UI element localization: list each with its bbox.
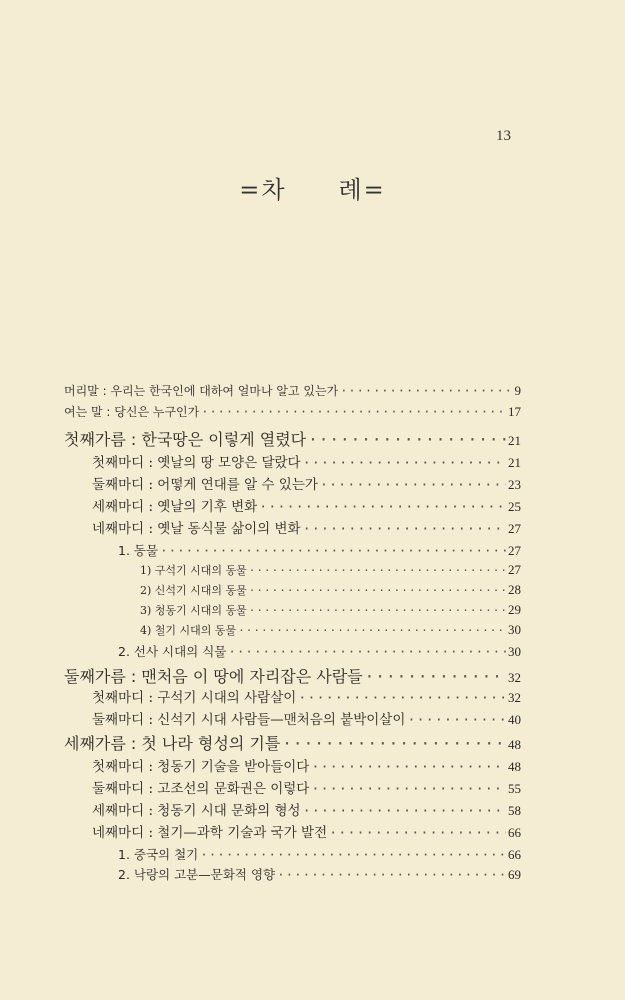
leader-dots bbox=[311, 759, 506, 775]
toc-entry-page: 66 bbox=[508, 847, 521, 862]
toc-entry-label: 세째마디 : 옛날의 기후 변화 bbox=[92, 499, 258, 515]
leader-dots bbox=[249, 604, 506, 617]
toc-entry-page: 9 bbox=[514, 383, 521, 398]
leader-dots bbox=[303, 455, 506, 471]
toc-entry-label: 세째마디 : 청동기 시대 문화의 형성 bbox=[92, 803, 301, 819]
toc-entry-page: 32 bbox=[508, 670, 521, 685]
leader-dots bbox=[282, 734, 506, 753]
toc-entry bbox=[118, 642, 521, 660]
leader-dots bbox=[311, 781, 506, 797]
toc-entry-label: 1. 중국의 철기 bbox=[118, 847, 199, 862]
toc-entry-label: 머리말 : 우리는 한국인에 대하여 얼마나 알고 있는가 bbox=[64, 384, 339, 398]
toc-entry-page: 21 bbox=[508, 455, 521, 470]
toc-entry-page: 55 bbox=[508, 781, 521, 796]
leader-dots bbox=[160, 543, 506, 558]
toc-entry bbox=[92, 708, 521, 728]
toc-entry-page: 30 bbox=[508, 644, 521, 659]
leader-dots bbox=[249, 564, 506, 577]
toc-entry-page: 69 bbox=[508, 867, 521, 882]
leader-dots bbox=[329, 825, 506, 841]
toc-entry bbox=[92, 799, 521, 819]
toc-entry-label: 둘째마디 : 어떻게 연대를 알 수 있는가 bbox=[92, 477, 318, 493]
toc-entry-label: 둘째마디 : 고조선의 문화권은 이렇다 bbox=[92, 781, 310, 797]
toc-entry-page: 25 bbox=[508, 499, 521, 514]
toc-entry-label: 네째마디 : 철기—과학 기술과 국가 발전 bbox=[92, 825, 328, 841]
toc-entry-page: 27 bbox=[508, 521, 521, 536]
page-title: =차 례= bbox=[239, 176, 386, 204]
toc-entry-page: 29 bbox=[508, 602, 521, 617]
toc-entry-label: 2. 낙랑의 고분—문화적 영향 bbox=[118, 867, 276, 882]
toc-entry-page: 27 bbox=[508, 543, 521, 558]
leader-dots bbox=[249, 584, 506, 597]
toc-entry bbox=[92, 473, 521, 493]
toc-entry-page: 40 bbox=[508, 712, 521, 727]
toc-entry bbox=[92, 517, 521, 537]
toc-entry bbox=[92, 451, 521, 471]
toc-entry-label: 첫째마디 : 청동기 기술을 받아들이다 bbox=[92, 759, 310, 775]
toc-entry-label: 4) 철기 시대의 동물 bbox=[140, 624, 237, 637]
toc-entry-page: 17 bbox=[508, 404, 521, 419]
toc-entry bbox=[140, 602, 521, 618]
toc-entry-page: 66 bbox=[508, 825, 521, 840]
leader-dots bbox=[340, 384, 512, 398]
toc-entry-label: 1) 구석기 시대의 동물 bbox=[140, 564, 247, 577]
leader-dots bbox=[259, 499, 506, 515]
leader-dots bbox=[238, 624, 506, 637]
toc-entry bbox=[118, 845, 521, 863]
toc-entry-label: 3) 청동기 시대의 동물 bbox=[140, 604, 247, 617]
leader-dots bbox=[298, 690, 506, 706]
toc-entry bbox=[64, 403, 521, 420]
leader-dots bbox=[308, 430, 506, 449]
page-number: 13 bbox=[496, 128, 511, 144]
leader-dots bbox=[303, 521, 506, 537]
toc-entry-label: 1. 동물 bbox=[118, 543, 159, 558]
leader-dots bbox=[200, 847, 506, 862]
toc-entry bbox=[92, 755, 521, 775]
leader-dots bbox=[320, 477, 506, 493]
toc-entry bbox=[64, 731, 521, 754]
toc-entry-page: 21 bbox=[508, 433, 521, 448]
toc-entry-label: 둘째마디 : 신석기 시대 사람들—맨처음의 붙박이살이 bbox=[92, 712, 406, 728]
toc-entry-label: 네째마디 : 옛날 동식물 삶이의 변화 bbox=[92, 521, 301, 537]
toc-entry-page: 32 bbox=[508, 690, 521, 705]
toc-entry bbox=[64, 382, 521, 399]
toc-entry-label: 둘째가름 : 맨처음 이 땅에 자리잡은 사람들 bbox=[64, 667, 363, 686]
toc-entry bbox=[140, 622, 521, 638]
leader-dots bbox=[277, 867, 506, 882]
toc-entry-page: 27 bbox=[508, 562, 521, 577]
toc-entry bbox=[92, 821, 521, 841]
leader-dots bbox=[407, 712, 506, 728]
toc-entry bbox=[118, 541, 521, 559]
toc-entry-label: 2) 신석기 시대의 동물 bbox=[140, 584, 247, 597]
toc-entry-page: 58 bbox=[508, 803, 521, 818]
toc-entry-page: 30 bbox=[508, 622, 521, 637]
toc-entry-label: 2. 선사 시대의 식물 bbox=[118, 644, 227, 659]
toc-entry-page: 48 bbox=[508, 759, 521, 774]
toc-entry-label: 첫째마디 : 구석기 시대의 사람살이 bbox=[92, 690, 297, 706]
leader-dots bbox=[303, 803, 506, 819]
toc-entry-label: 첫째가름 : 한국땅은 이렇게 열렸다 bbox=[64, 430, 307, 449]
toc-entry-page: 48 bbox=[508, 737, 521, 752]
toc-entry bbox=[92, 777, 521, 797]
toc-entry bbox=[118, 865, 521, 883]
toc-entry-label: 첫째마디 : 옛날의 땅 모양은 달랐다 bbox=[92, 455, 301, 471]
toc-entry bbox=[92, 495, 521, 515]
toc-entry bbox=[64, 427, 521, 450]
toc-entry-page: 28 bbox=[508, 582, 521, 597]
toc-entry bbox=[140, 582, 521, 598]
leader-dots bbox=[228, 644, 506, 659]
leader-dots bbox=[201, 405, 506, 419]
toc-entry-page: 23 bbox=[508, 477, 521, 492]
toc-entry bbox=[64, 664, 521, 687]
toc-entry bbox=[92, 686, 521, 706]
toc-entry bbox=[140, 562, 521, 578]
toc-entry-label: 여는 말 : 당신은 누구인가 bbox=[64, 405, 200, 419]
leader-dots bbox=[365, 667, 506, 686]
toc-entry-label: 세째가름 : 첫 나라 형성의 기틀 bbox=[64, 734, 281, 753]
